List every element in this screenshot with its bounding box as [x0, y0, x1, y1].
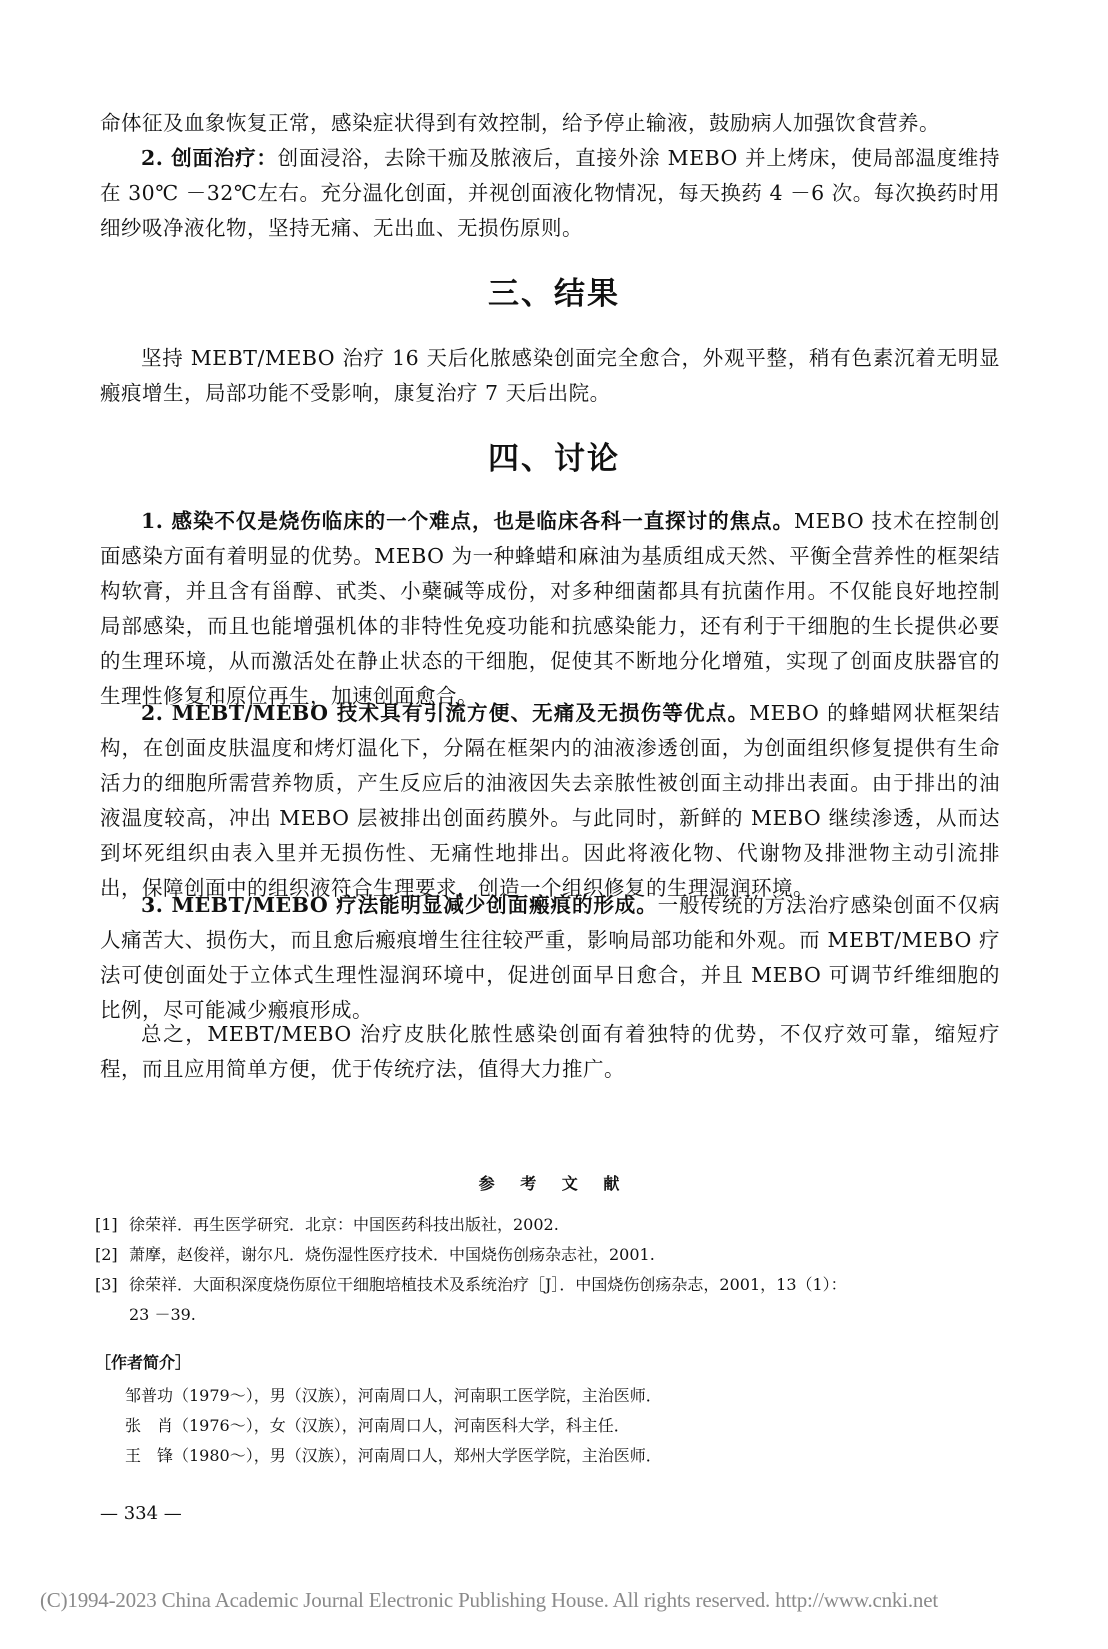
reference-number: [2]	[95, 1245, 118, 1264]
reference-text-continued: 23 －39.	[129, 1305, 196, 1324]
paragraph-vitals	[100, 106, 1000, 141]
paragraph-lead: 1. 感染不仅是烧伤临床的一个难点，也是临床各科一直探讨的焦点。	[141, 509, 794, 533]
copyright-footer: (C)1994-2023 China Academic Journal Electronic Publishing House. All rights reserved. http://www.cnki.net	[40, 1588, 938, 1612]
section-heading-results: 三、结果	[488, 276, 620, 312]
section-heading-discussion: 四、讨论	[488, 441, 620, 477]
reference-number: [1]	[95, 1215, 118, 1234]
reference-number: [3]	[95, 1275, 118, 1294]
author-bio-heading: ［作者简介］	[95, 1353, 192, 1372]
paragraph-lead: 2. MEBT/MEBO 技术具有引流方便、无痛及无损伤等优点。	[141, 701, 750, 725]
paragraph-lead: 3. MEBT/MEBO 疗法能明显减少创面瘢痕的形成。	[141, 893, 658, 917]
paragraph-results	[100, 341, 1000, 411]
reference-text: 徐荣祥．大面积深度烧伤原位干细胞培植技术及系统治疗［J］．中国烧伤创疡杂志，2001，13（1）：	[129, 1275, 847, 1294]
reference-text: 徐荣祥．再生医学研究．北京：中国医药科技出版社，2002.	[129, 1215, 559, 1234]
reference-text: 萧摩，赵俊祥，谢尔凡．烧伤湿性医疗技术．中国烧伤创疡杂志社，2001.	[129, 1245, 655, 1264]
page-number: — 334 —	[100, 1503, 182, 1524]
paragraph-discussion-2	[100, 696, 1000, 906]
author-entry: 张 肖（1976～），女（汉族），河南周口人，河南医科大学，科主任．	[125, 1416, 630, 1435]
paragraph-conclusion	[100, 1017, 1000, 1087]
paragraph-wound-treatment	[100, 141, 1000, 246]
paragraph-discussion-3	[100, 888, 1000, 1028]
author-entry: 王 锋（1980～），男（汉族），河南周口人，郑州大学医学院，主治医师．	[125, 1446, 662, 1465]
paragraph-text: 一般传统的方法治疗感染创面不仅病人痛苦大、损伤大，而且愈后瘢痕增生往往较严重，影响局部功能和外观。而 MEBT/MEBO 疗法可使创面处于立体式生理性湿润环境中，促进创面早日愈合，并且 MEBO 可调节纤维细胞的比例，尽可能减少瘢痕形成。	[100, 893, 1000, 1022]
paragraph-text: 创面浸浴，去除干痂及脓液后，直接外涂 MEBO 并上烤床，使局部温度维持在 30℃ －32℃左右。充分温化创面，并视创面液化物情况，每天换药 4 －6 次。每次换药时用细纱吸净液化物，坚持无痛、无出血、无损伤原则。	[100, 146, 1000, 240]
paragraph-text: 总之，MEBT/MEBO 治疗皮肤化脓性感染创面有着独特的优势，不仅疗效可靠，缩短疗程，而且应用简单方便，优于传统疗法，值得大力推广。	[100, 1022, 1000, 1081]
paragraph-text: MEBO 技术在控制创面感染方面有着明显的优势。MEBO 为一种蜂蜡和麻油为基质组成天然、平衡全营养性的框架结构软膏，并且含有甾醇、甙类、小蘗碱等成份，对多种细菌都具有抗菌作用。不仅能良好地控制局部感染，而且也能增强机体的非特性免疫功能和抗感染能力，还有利于干细胞的生长提供必要的生理环境，从而激活处在静止状态的干细胞，促使其不断地分化增殖，实现了创面皮肤器官的生理性修复和原位再生，加速创面愈合。	[100, 509, 1000, 708]
reference-item	[95, 1240, 1005, 1270]
author-entry: 邹普功（1979～），男（汉族），河南周口人，河南职工医学院，主治医师．	[125, 1386, 662, 1405]
paragraph-text: 命体征及血象恢复正常，感染症状得到有效控制，给予停止输液，鼓励病人加强饮食营养。	[100, 111, 940, 135]
reference-item	[95, 1210, 1005, 1240]
paragraph-lead: 2. 创面治疗：	[141, 146, 278, 170]
paragraph-discussion-1	[100, 504, 1000, 714]
paragraph-text: 坚持 MEBT/MEBO 治疗 16 天后化脓感染创面完全愈合，外观平整，稍有色素沉着无明显瘢痕增生，局部功能不受影响，康复治疗 7 天后出院。	[100, 346, 1000, 405]
reference-item	[95, 1270, 1005, 1330]
references-heading: 参 考 文 献	[478, 1174, 630, 1193]
paragraph-text: MEBO 的蜂蜡网状框架结构，在创面皮肤温度和烤灯温化下，分隔在框架内的油液渗透创面，为创面组织修复提供有生命活力的细胞所需营养物质，产生反应后的油液因失去亲脓性被创面主动排出表面。由于排出的油液温度较高，冲出 MEBO 层被排出创面药膜外。与此同时，新鲜的 MEBO 继续渗透，从而达到坏死组织由表入里并无损伤性、无痛性地排出。因此将液化物、代谢物及排泄物主动引流排出，保障创面中的组织液符合生理要求，创造一个组织修复的生理湿润环境。	[100, 701, 1000, 900]
